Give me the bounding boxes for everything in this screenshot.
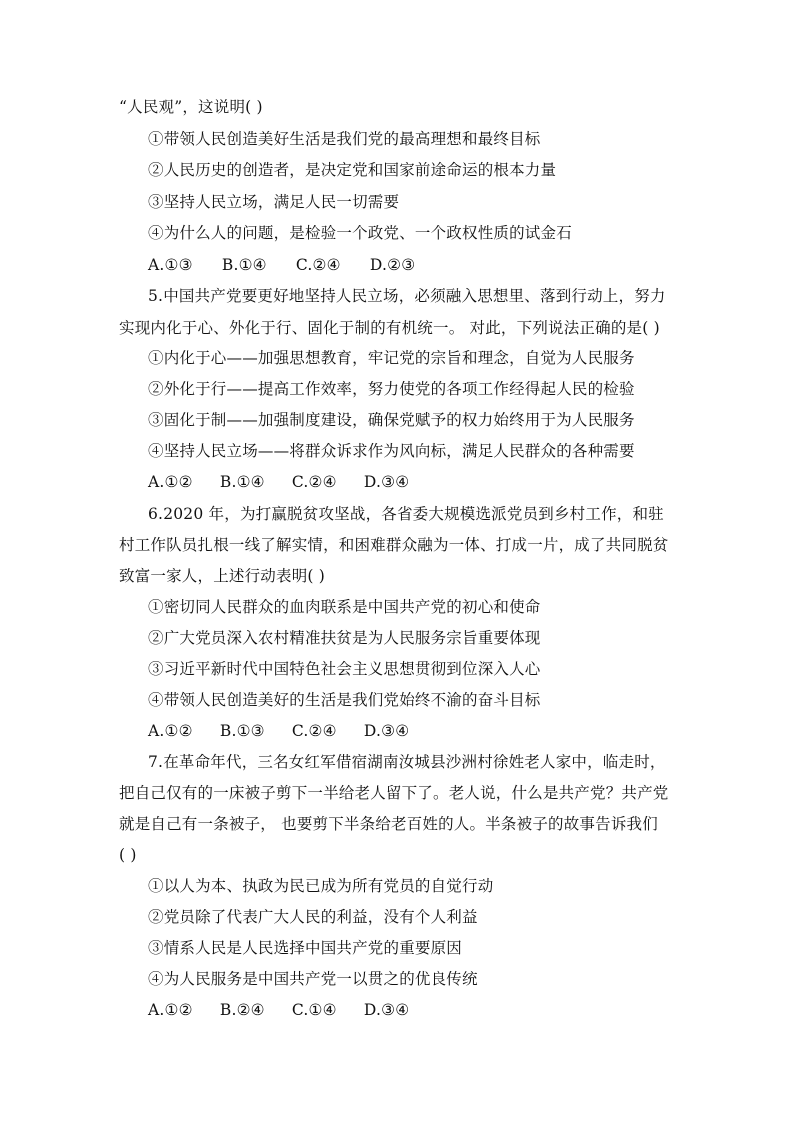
q7-stem-line-1: 7.在革命年代，三名女红军借宿湖南汝城县沙洲村徐姓老人家中，临走时， [148, 753, 666, 771]
q5-choice-d: D.③④ [363, 473, 410, 491]
q5-option-3: ③固化于制——加强制度建设，确保党赋予的权力始终用于为人民服务 [148, 411, 635, 429]
q7-choice-c: C.①④ [291, 1001, 337, 1019]
q6-choices [148, 721, 409, 741]
q4-option-2: ②人民历史的创造者，是决定党和国家前途命运的根本力量 [148, 161, 557, 179]
q7-choices [148, 1000, 409, 1020]
q5-option-1: ①内化于心——加强思想教育，牢记党的宗旨和理念，自觉为人民服务 [148, 349, 635, 367]
q7-option-2: ②党员除了代表广大人民的利益，没有个人利益 [148, 908, 478, 926]
q5-choice-b: B.①④ [219, 473, 265, 491]
q7-stem-line-4: ( ) [119, 846, 137, 864]
q4-choice-c: C.②④ [295, 256, 341, 274]
q4-option-1: ①带领人民创造美好生活是我们党的最高理想和最终目标 [148, 130, 541, 148]
q5-choices [148, 472, 409, 492]
q6-option-1: ①密切同人民群众的血肉联系是中国共产党的初心和使命 [148, 598, 541, 616]
q6-stem-line-3: 致富一家人，上述行动表明( ) [119, 567, 326, 585]
q7-choice-a: A.①② [148, 1001, 193, 1019]
q6-choice-b: B.①③ [219, 722, 265, 740]
q4-choice-b: B.①④ [221, 256, 267, 274]
q5-option-2: ②外化于行——提高工作效率，努力使党的各项工作经得起人民的检验 [148, 380, 635, 398]
q4-option-3: ③坚持人民立场，满足人民一切需要 [148, 193, 400, 211]
q6-option-2: ②广大党员深入农村精准扶贫是为人民服务宗旨重要体现 [148, 629, 541, 647]
q7-choice-d: D.③④ [363, 1001, 410, 1019]
q5-option-4: ④坚持人民立场——将群众诉求作为风向标，满足人民群众的各种需要 [148, 442, 635, 460]
q7-option-3: ③情系人民是人民选择中国共产党的重要原因 [148, 939, 463, 957]
q5-stem-line-1: 5.中国共产党要更好地坚持人民立场，必须融入思想里、落到行动上，努力 [148, 287, 666, 305]
q7-stem-line-2: 把自己仅有的一床被子剪下一半给老人留下了。老人说，什么是共产党？共产党 [119, 784, 669, 802]
q5-choice-c: C.②④ [291, 473, 337, 491]
q7-stem-line-3: 就是自己有一条被子， 也要剪下半条给老百姓的人。半条被子的故事告诉我们 [119, 815, 658, 833]
q5-choice-a: A.①② [148, 473, 193, 491]
q6-option-3: ③习近平新时代中国特色社会主义思想贯彻到位深入人心 [148, 660, 541, 678]
q4-option-4: ④为什么人的问题，是检验一个政党、一个政权性质的试金石 [148, 224, 572, 242]
q4-choice-d: D.②③ [369, 256, 416, 274]
q4-choices [148, 255, 415, 275]
q7-option-1: ①以人为本、执政为民已成为所有党员的自觉行动 [148, 877, 494, 895]
q6-choice-d: D.③④ [363, 722, 410, 740]
q4-choice-a: A.①③ [148, 256, 193, 274]
q4-stem-tail: “人民观”，这说明( ) [119, 98, 263, 116]
q6-choice-a: A.①② [148, 722, 193, 740]
q6-stem-line-1: 6.2020 年，为打赢脱贫攻坚战，各省委大规模选派党员到乡村工作，和驻 [148, 505, 664, 523]
q6-choice-c: C.②④ [291, 722, 337, 740]
q6-stem-line-2: 村工作队员扎根一线了解实情，和困难群众融为一体、打成一片，成了共同脱贫 [119, 536, 669, 554]
q7-option-4: ④为人民服务是中国共产党一以贯之的优良传统 [148, 970, 478, 988]
q5-stem-line-2: 实现内化于心、外化于行、固化于制的有机统一。 对此，下列说法正确的是( ) [119, 319, 660, 337]
q6-option-4: ④带领人民创造美好的生活是我们党始终不渝的奋斗目标 [148, 691, 541, 709]
q7-choice-b: B.②④ [219, 1001, 265, 1019]
